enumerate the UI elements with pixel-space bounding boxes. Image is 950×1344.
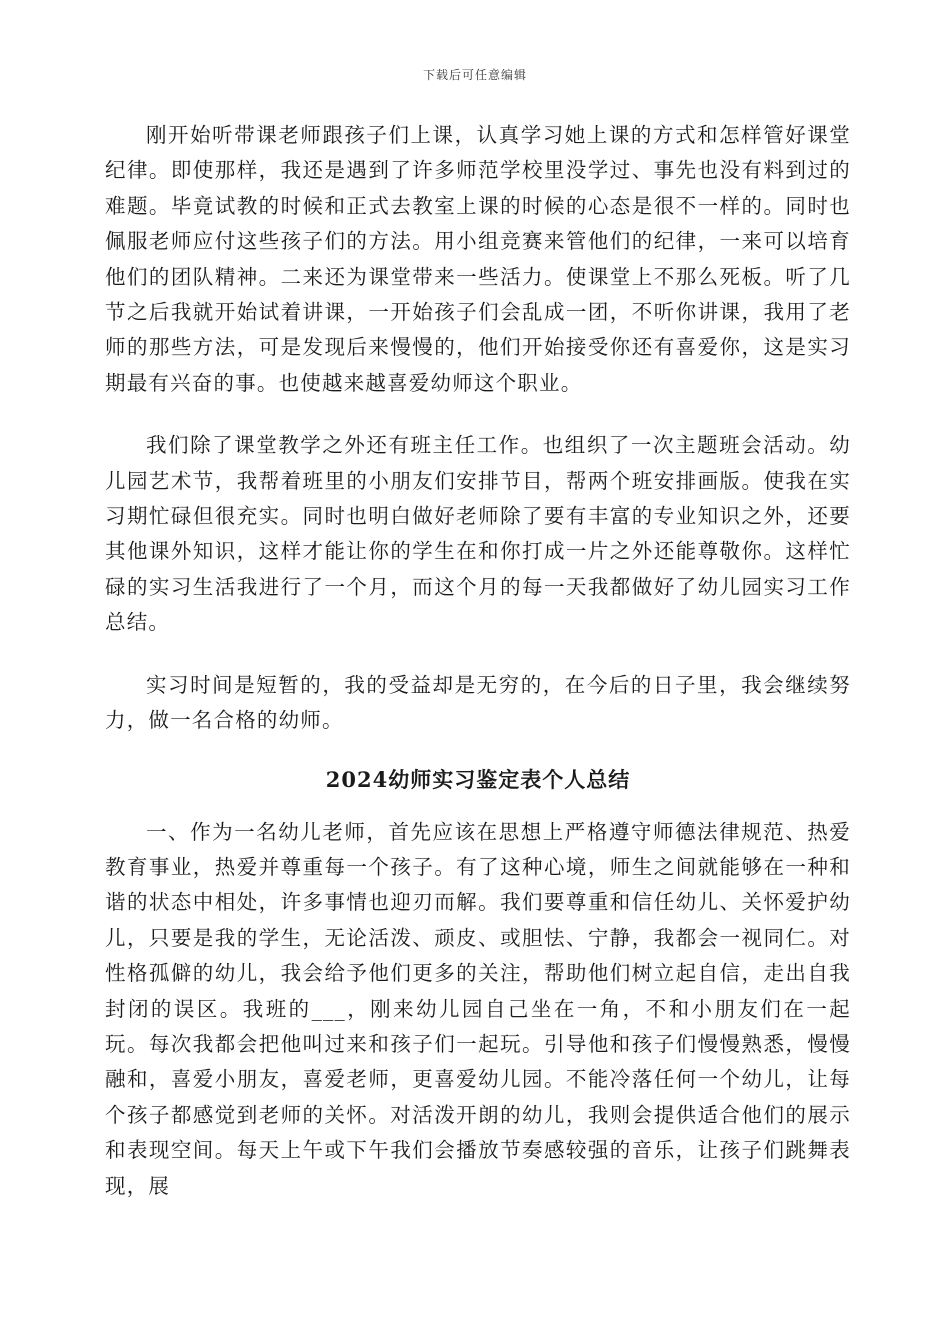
paragraph-practice-teaching: 刚开始听带课老师跟孩子们上课，认真学习她上课的方式和怎样管好课堂纪律。即使那样，我还是遇到了许多师范学校里没学过、事先也没有料到过的难题。毕竟试教的时候和正式去教室上课的时候的心态是很不一样的。同时也佩服老师应付这些孩子们的方法。用小组竞赛来管他们的纪律，一来可以培育他们的团队精神。二来还为课堂带来一些活力。使课堂上不那么死板。听了几节之后我就开始试着讲课，一开始孩子们会乱成一团，不听你讲课，我用了老师的那些方法，可是发现后来慢慢的，他们开始接受你还有喜爱你，这是实习期最有兴奋的事。也使越来越喜爱幼师这个职业。	[105, 123, 851, 395]
header-note: 下载后可任意编辑	[422, 68, 527, 82]
paragraph-class-management: 我们除了课堂教学之外还有班主任工作。也组织了一次主题班会活动。幼儿园艺术节，我帮着班里的小朋友们安排节目，帮两个班安排画版。使我在实习期忙碌但很充实。同时也明白做好老师除了要有丰富的专业知识之外，还要其他课外知识，这样才能让你的学生在和你打成一片之外还能尊敬你。这样忙碌的实习生活我进行了一个月，而这个月的每一天我都做好了幼儿园实习工作总结。	[105, 433, 851, 635]
paragraph-section-one: 一、作为一名幼儿老师，首先应该在思想上严格遵守师德法律规范、热爱教育事业，热爱并尊重每一个孩子。有了这种心境，师生之间就能够在一种和谐的状态中相处，许多事情也迎刃而解。我们要尊重和信任幼儿、关怀爱护幼儿，只要是我的学生，无论活泼、顽皮、或胆怯、宁静，我都会一视同仁。对性格孤僻的幼儿，我会给予他们更多的关注，帮助他们树立起自信，走出自我封闭的误区。我班的___，刚来幼儿园自己坐在一角，不和小朋友们在一起玩。每次我都会把他叫过来和孩子们一起玩。引导他和孩子们慢慢熟悉，慢慢融和，喜爱小朋友，喜爱老师，更喜爱幼儿园。不能冷落任何一个幼儿，让每个孩子都感觉到老师的关怀。对活泼开朗的幼儿，我则会提供适合他们的展示和表现空间。每天上午或下午我们会播放节奏感较强的音乐，让孩子们跳舞表现，展	[105, 819, 851, 1198]
paragraph-conclusion: 实习时间是短暂的，我的受益却是无穷的，在今后的日子里，我会继续努力，做一名合格的幼师。	[105, 672, 851, 733]
section-title: 2024幼师实习鉴定表个人总结	[325, 766, 631, 792]
document-body	[105, 118, 851, 1204]
